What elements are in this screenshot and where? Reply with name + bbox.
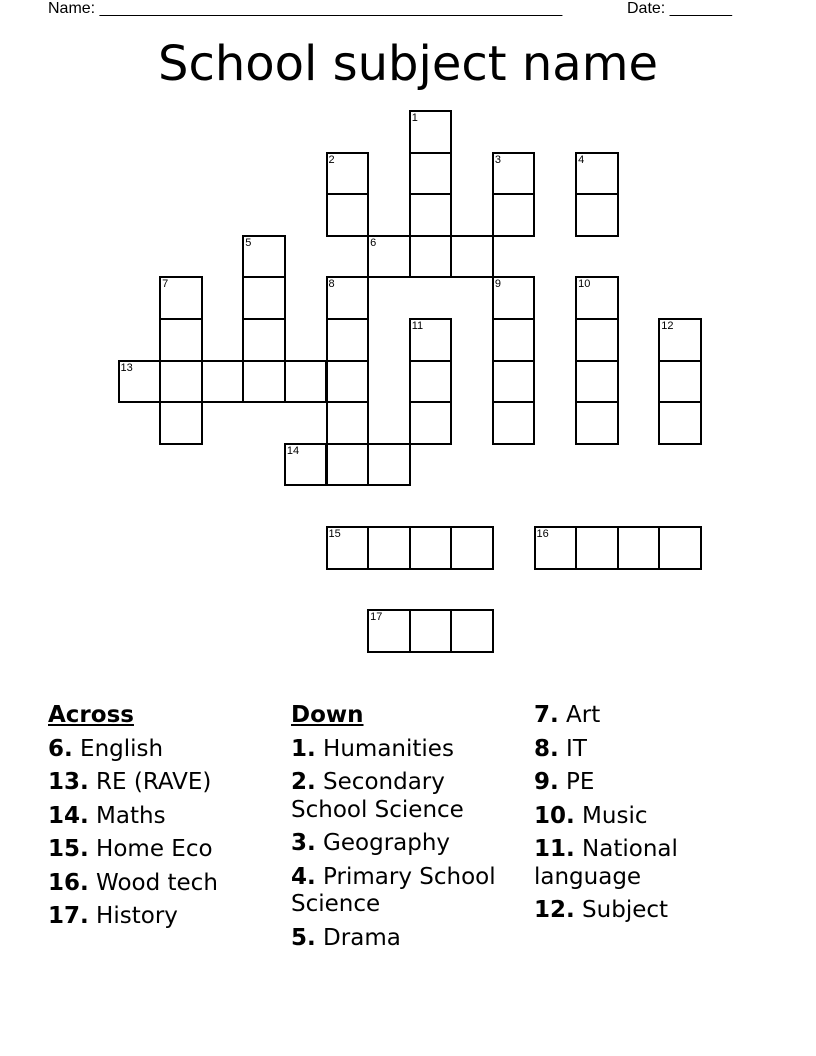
clue-item (291, 736, 521, 764)
grid-cell-1[interactable] (409, 110, 453, 154)
clue-number-label: 4 (578, 153, 585, 166)
grid-cell[interactable] (367, 443, 411, 487)
clue-text: Primary School Science (291, 863, 496, 917)
date-field-label: Date: _______ (627, 0, 732, 17)
grid-cell[interactable] (326, 401, 370, 445)
grid-cell[interactable] (658, 401, 702, 445)
clue-item (48, 870, 278, 898)
clue-number-label: 7 (162, 278, 169, 291)
grid-cell[interactable] (159, 360, 203, 404)
grid-cell-6[interactable] (367, 235, 411, 279)
down-heading: Down (291, 702, 364, 728)
clue-number: 10. (534, 802, 575, 829)
clue-number: 17. (48, 903, 89, 929)
clue-number-label: 9 (494, 278, 502, 291)
grid-cell[interactable] (492, 193, 536, 237)
clue-text: Secondary School Science (291, 769, 464, 823)
clue-number: 13. (48, 769, 89, 795)
grid-cell[interactable] (242, 276, 286, 320)
clue-item (48, 769, 278, 797)
clue-item (291, 864, 521, 919)
grid-cell[interactable] (159, 318, 203, 362)
grid-cell[interactable] (492, 360, 536, 404)
grid-cell[interactable] (575, 360, 619, 404)
clue-number: 14. (48, 802, 89, 829)
clue-text: Geography (315, 830, 451, 856)
clue-item (534, 836, 764, 891)
grid-cell-3[interactable] (492, 152, 536, 196)
grid-cell-12[interactable] (658, 318, 702, 362)
grid-cell[interactable] (409, 152, 453, 196)
clue-number-label: 12 (661, 320, 674, 332)
grid-cell[interactable] (658, 360, 702, 404)
grid-cell-9[interactable] (492, 276, 536, 320)
clue-number: 6. (48, 735, 73, 762)
grid-cell[interactable] (201, 360, 245, 404)
grid-cell[interactable] (617, 526, 661, 570)
grid-cell[interactable] (575, 401, 619, 445)
grid-cell[interactable] (367, 526, 411, 570)
clue-text: PE (558, 769, 595, 795)
clue-text: English (72, 735, 164, 762)
grid-cell[interactable] (575, 318, 619, 362)
grid-cell[interactable] (658, 526, 702, 570)
grid-cell[interactable] (284, 360, 328, 404)
clue-number: 7. (534, 702, 559, 728)
clue-number-label: 3 (494, 153, 502, 166)
grid-cell[interactable] (409, 193, 453, 237)
clue-item (291, 925, 521, 953)
clue-number: 16. (48, 869, 89, 896)
grid-cell-15[interactable] (326, 526, 370, 570)
clue-item (48, 836, 278, 864)
down-clues-continued (534, 702, 764, 931)
grid-cell-8[interactable] (326, 276, 370, 320)
grid-cell[interactable] (326, 360, 370, 404)
across-clues (48, 702, 278, 937)
clue-item (534, 702, 764, 730)
clue-number: 4. (291, 863, 316, 890)
clue-text: Subject (574, 897, 669, 923)
clue-item (48, 803, 278, 831)
clue-text: History (88, 903, 178, 929)
grid-cell-10[interactable] (575, 276, 619, 320)
clue-text: Wood tech (88, 869, 218, 896)
grid-cell[interactable] (450, 235, 494, 279)
clue-number-label: 6 (370, 236, 377, 249)
grid-cell[interactable] (492, 401, 536, 445)
clue-text: Music (574, 802, 648, 829)
clue-number-label: 8 (328, 278, 335, 291)
clue-number-label: 16 (536, 528, 549, 540)
clue-number-label: 1 (411, 112, 418, 124)
clue-item (534, 897, 764, 925)
grid-cell[interactable] (450, 526, 494, 570)
grid-cell[interactable] (409, 360, 453, 404)
clue-text: RE (RAVE) (88, 769, 212, 795)
grid-cell-2[interactable] (326, 152, 370, 196)
clue-text: IT (558, 735, 587, 762)
clue-number-label: 10 (578, 278, 591, 291)
clue-text: Art (558, 702, 601, 728)
clue-item (291, 830, 521, 858)
clue-number: 15. (48, 836, 89, 862)
clue-number: 3. (291, 830, 316, 856)
clue-number: 9. (534, 769, 559, 795)
grid-cell[interactable] (492, 318, 536, 362)
name-field-label: Name: ____________________________________________________ (48, 0, 563, 17)
clue-number: 8. (534, 735, 559, 762)
clue-number-label: 2 (328, 153, 335, 166)
grid-cell-5[interactable] (242, 235, 286, 279)
clue-item (48, 903, 278, 931)
clue-number-label: 14 (286, 444, 300, 457)
grid-cell-7[interactable] (159, 276, 203, 320)
grid-cell[interactable] (326, 443, 370, 487)
grid-cell[interactable] (409, 526, 453, 570)
clue-item (534, 803, 764, 831)
clue-number-label: 5 (245, 236, 252, 249)
clue-number-label: 15 (328, 528, 341, 540)
clue-number: 1. (291, 735, 316, 762)
page-title: School subject name (158, 36, 658, 92)
grid-cell[interactable] (575, 526, 619, 570)
down-clues (291, 702, 521, 958)
grid-cell-4[interactable] (575, 152, 619, 196)
grid-cell[interactable] (326, 318, 370, 362)
grid-cell[interactable] (409, 401, 453, 445)
clue-number: 5. (291, 924, 316, 951)
clue-number: 2. (291, 769, 316, 795)
grid-cell[interactable] (326, 193, 370, 237)
grid-cell-14[interactable] (284, 443, 328, 487)
across-heading: Across (48, 702, 134, 728)
clue-text: Home Eco (88, 836, 213, 862)
clue-number-label: 13 (120, 361, 133, 374)
clue-text: Humanities (315, 735, 454, 762)
clue-text: Maths (88, 802, 166, 829)
clue-text: National language (534, 836, 678, 890)
grid-cell-11[interactable] (409, 318, 453, 362)
grid-cell[interactable] (409, 235, 453, 279)
grid-cell-17[interactable] (367, 609, 411, 653)
grid-cell-13[interactable] (118, 360, 162, 404)
grid-cell[interactable] (409, 609, 453, 653)
grid-cell[interactable] (575, 193, 619, 237)
clue-text: Drama (315, 924, 401, 951)
grid-cell[interactable] (159, 401, 203, 445)
clue-item (534, 769, 764, 797)
clue-item (291, 769, 521, 824)
grid-cell[interactable] (450, 609, 494, 653)
grid-cell[interactable] (242, 360, 286, 404)
grid-cell[interactable] (242, 318, 286, 362)
clue-number-label: 11 (411, 320, 424, 332)
clue-number-label: 17 (370, 611, 383, 624)
grid-cell-16[interactable] (534, 526, 578, 570)
clue-number: 12. (534, 897, 575, 923)
clue-number: 11. (534, 836, 575, 862)
clue-item (534, 736, 764, 764)
clue-item (48, 736, 278, 764)
